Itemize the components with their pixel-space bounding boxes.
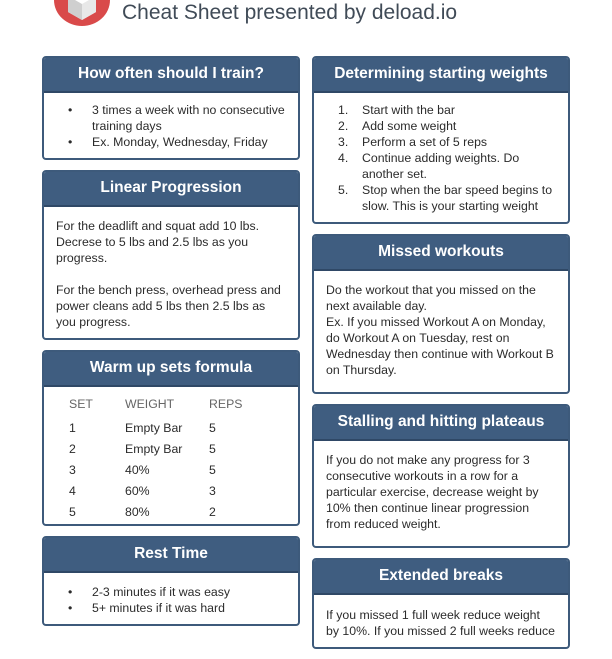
cell-reps: 3: [209, 483, 216, 498]
paragraph: If you missed 1 full week reduce weight by 10%. If you missed 2 full weeks reduce: [326, 608, 555, 638]
numbered-list: [326, 102, 556, 214]
paragraph: Do the workout that you missed on the next available day.: [326, 283, 536, 313]
cell-reps: 2: [209, 504, 216, 519]
card-starting-weights: [312, 56, 570, 224]
card-extended-breaks: [312, 558, 570, 649]
list-text: Continue adding weights. Do another set.: [362, 151, 520, 181]
list-item: [326, 182, 556, 214]
cube-logo-icon: [54, 0, 110, 26]
bullet-list: [56, 102, 286, 150]
card-stalling-plateaus: [312, 404, 570, 548]
page-title: Cheat Sheet presented by deload.io: [122, 1, 458, 24]
card-title: How often should I train?: [44, 58, 298, 93]
table-row: [69, 459, 249, 480]
list-text: Start with the bar: [362, 103, 455, 117]
card-body: [314, 441, 568, 546]
card-body: [314, 595, 568, 647]
cell-reps: 5: [209, 441, 216, 456]
list-item: [326, 118, 556, 134]
cell-set: 3: [69, 462, 76, 477]
list-text: Stop when the bar speed begins to slow. This is your starting weight: [362, 183, 553, 213]
list-item: [326, 150, 556, 182]
table-row: [69, 480, 249, 501]
card-title: Linear Progression: [44, 172, 298, 207]
cell-weight: 40%: [125, 462, 150, 477]
column-header-reps: REPS: [209, 397, 243, 411]
bullet-list: [56, 584, 286, 616]
card-body: [44, 207, 298, 338]
table-row: [69, 438, 249, 459]
list-item: [326, 102, 556, 118]
cell-weight: 60%: [125, 483, 150, 498]
card-rest-time: [42, 536, 300, 626]
right-column: [312, 56, 570, 659]
paragraph: If you do not make any progress for 3 consecutive workouts in a row for a particular exercise, decrease weight by 10% then continue linear progression from reduced weight.: [326, 453, 539, 531]
card-linear-progression: [42, 170, 300, 340]
list-number: 3.: [338, 135, 349, 149]
card-body: [314, 271, 568, 392]
list-text: Add some weight: [362, 119, 457, 133]
card-training-frequency: [42, 56, 300, 160]
card-title: Missed workouts: [314, 236, 568, 271]
list-number: 4.: [338, 151, 349, 165]
card-title: Warm up sets formula: [44, 352, 298, 387]
card-body: [44, 93, 298, 158]
card-title: Rest Time: [44, 538, 298, 573]
list-item: • 3 times a week with no consecutive training days: [56, 102, 286, 134]
list-number: 1.: [338, 103, 349, 117]
paragraph: For the bench press, overhead press and power cleans add 5 lbs then 2.5 lbs as you progress.: [56, 283, 281, 329]
list-item: • Ex. Monday, Wednesday, Friday: [56, 134, 286, 150]
list-item: • 2-3 minutes if it was easy: [56, 584, 286, 600]
cell-reps: 5: [209, 420, 216, 435]
column-header-set: SET: [69, 397, 93, 411]
card-title: Extended breaks: [314, 560, 568, 595]
card-body: [314, 93, 568, 222]
table-row: [69, 417, 249, 438]
left-column: [42, 56, 300, 636]
table-header-row: [69, 396, 249, 417]
card-body: [44, 573, 298, 624]
table-row: [69, 501, 249, 522]
card-title: Determining starting weights: [314, 58, 568, 93]
page-header: [0, 0, 612, 40]
paragraph: Ex. If you missed Workout A on Monday, do Workout A on Tuesday, rest on Wednesday then continue with Workout B on Thursday.: [326, 315, 554, 377]
column-header-weight: WEIGHT: [125, 397, 175, 411]
cell-weight: Empty Bar: [125, 420, 183, 435]
list-item: • 5+ minutes if it was hard: [56, 600, 286, 616]
card-warmup-sets: [42, 350, 300, 526]
cell-set: 1: [69, 420, 76, 435]
list-text: Perform a set of 5 reps: [362, 135, 488, 149]
cell-set: 2: [69, 441, 76, 456]
card-title: Stalling and hitting plateaus: [314, 406, 568, 441]
paragraph: For the deadlift and squat add 10 lbs. Decrese to 5 lbs and 2.5 lbs as you progress.: [56, 219, 260, 265]
list-item: [326, 134, 556, 150]
cell-reps: 5: [209, 462, 216, 477]
cell-set: 5: [69, 504, 76, 519]
cell-set: 4: [69, 483, 76, 498]
card-missed-workouts: [312, 234, 570, 394]
cell-weight: Empty Bar: [125, 441, 183, 456]
list-number: 5.: [338, 183, 349, 197]
card-body: [44, 387, 298, 524]
cell-weight: 80%: [125, 504, 150, 519]
list-number: 2.: [338, 119, 349, 133]
warmup-table: [69, 396, 249, 522]
